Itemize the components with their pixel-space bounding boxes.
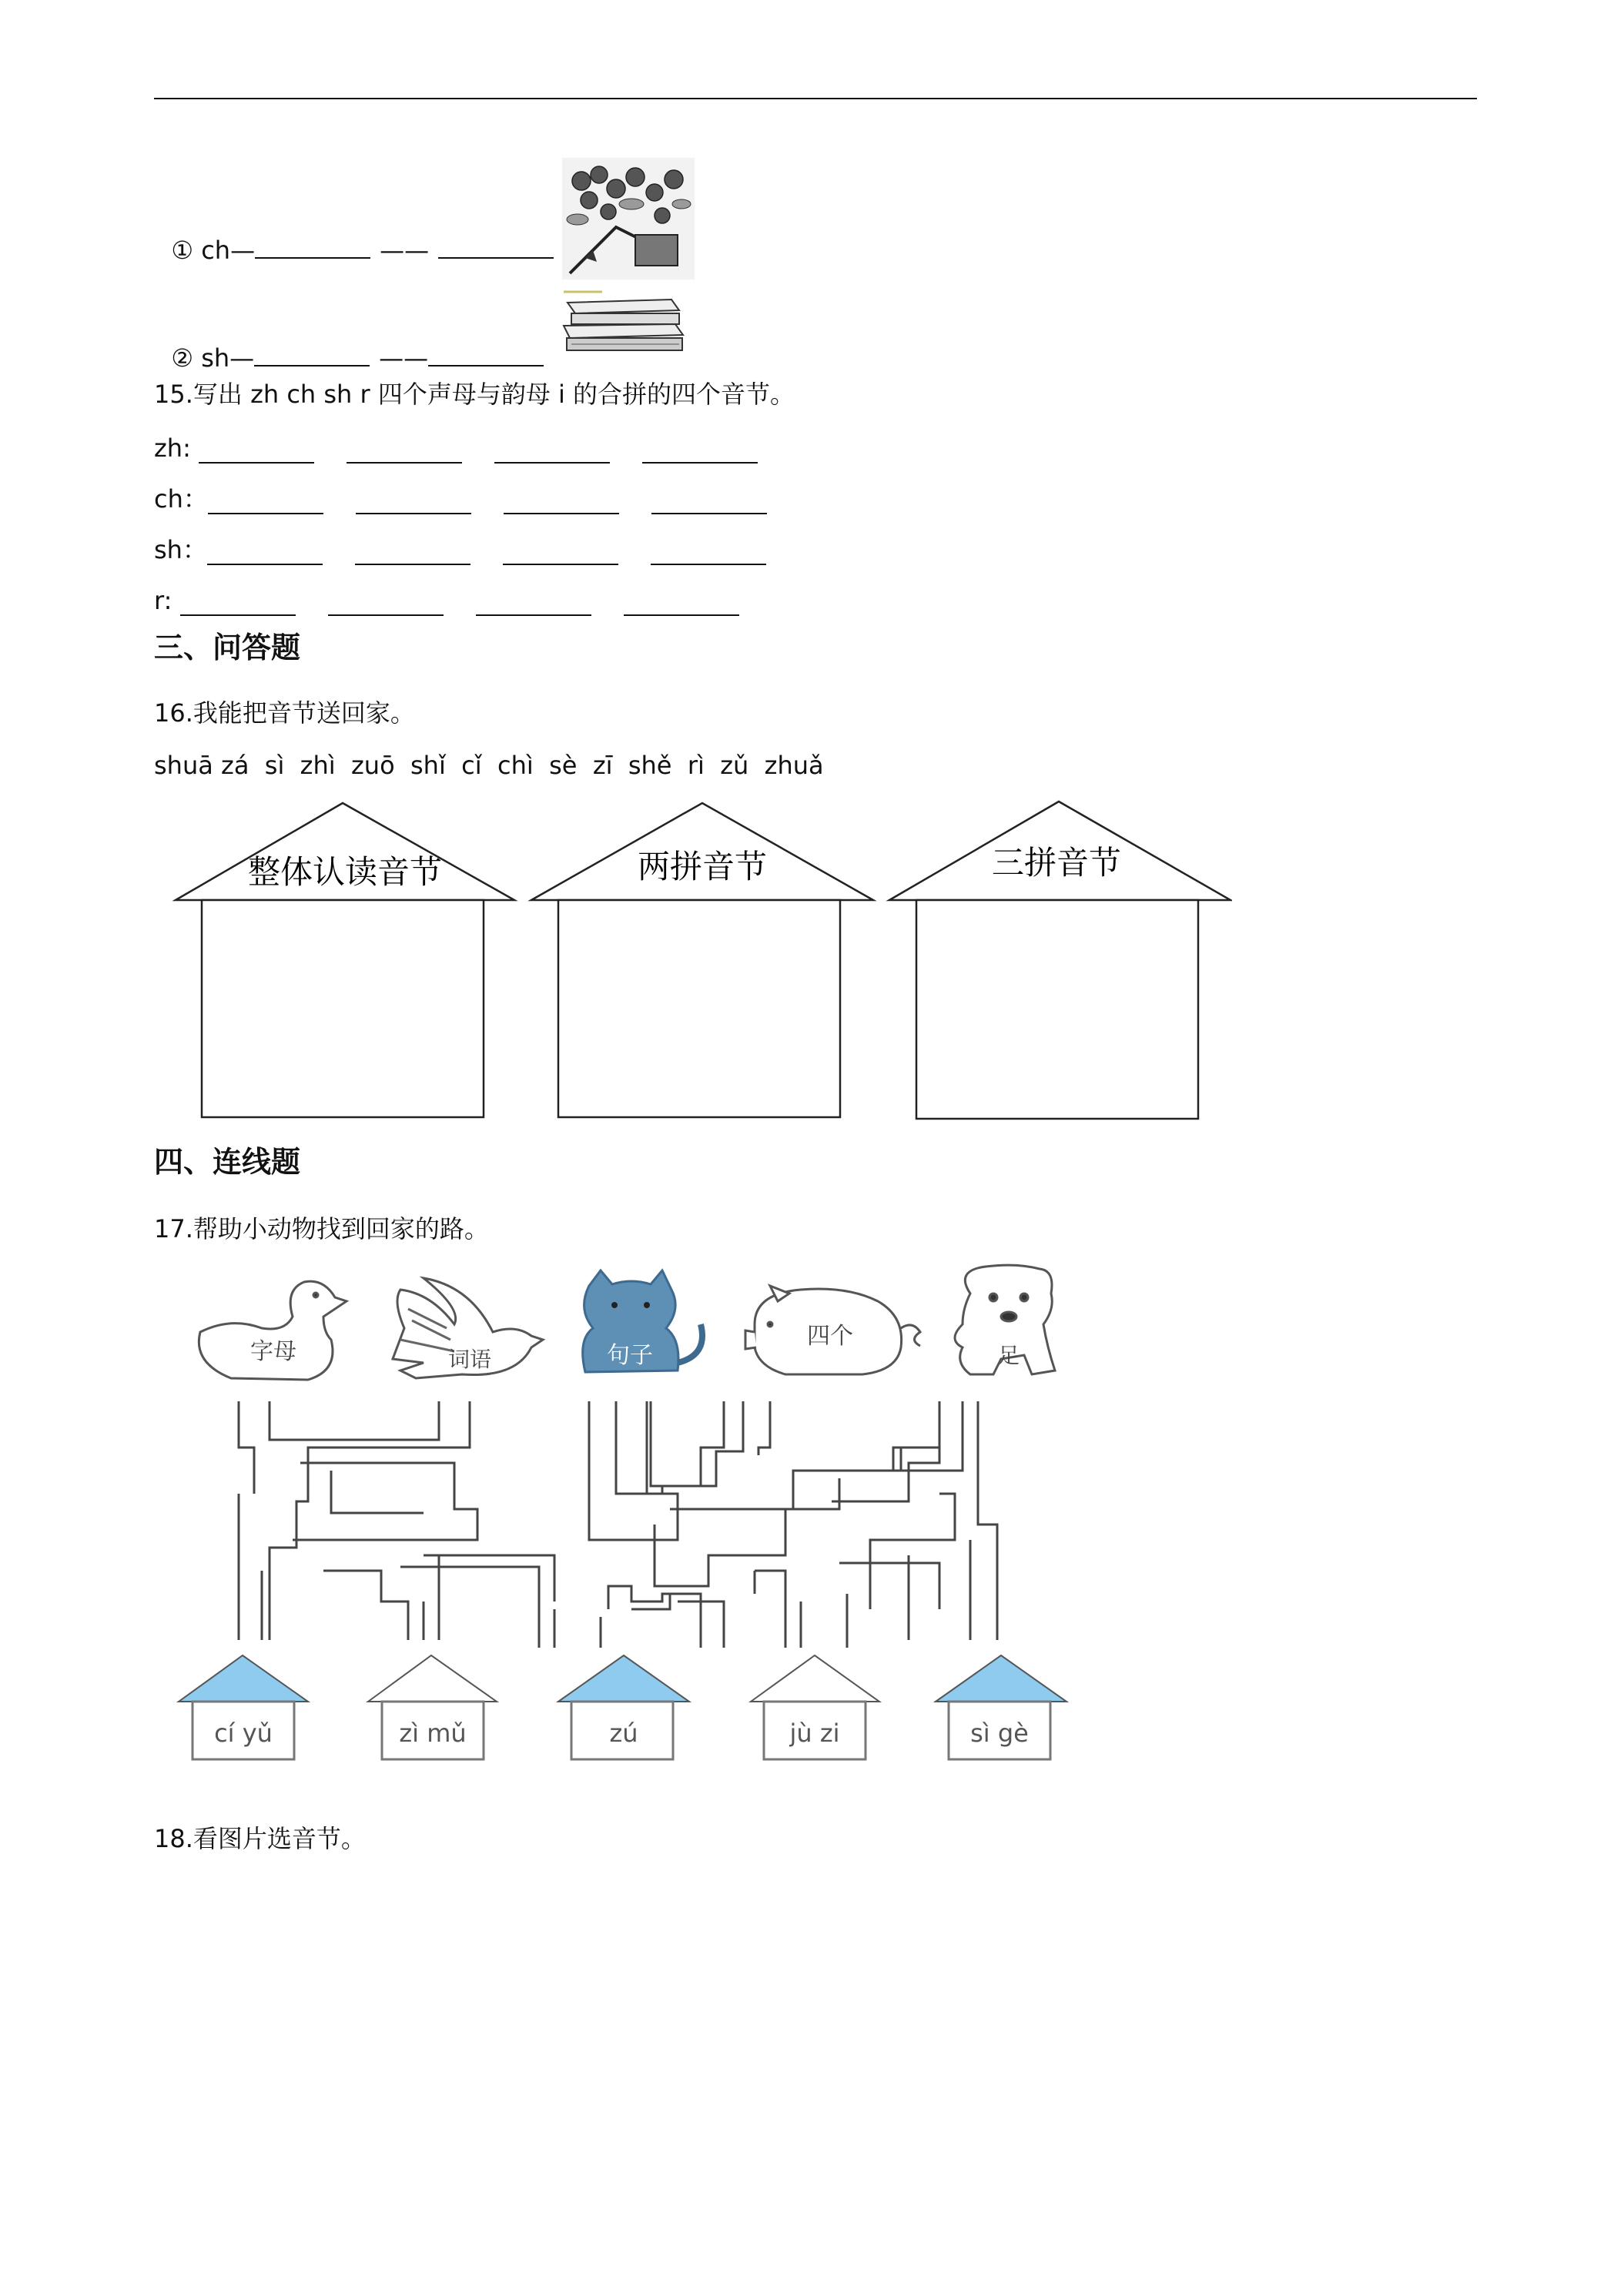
animal-label: 足 (997, 1343, 1020, 1368)
books-image (556, 289, 688, 360)
answer-blank[interactable] (651, 490, 767, 514)
animal-label: 词语 (447, 1347, 492, 1372)
section-heading-3: 三、问答题 (154, 631, 301, 664)
answer-blank[interactable] (503, 541, 618, 565)
section-heading-4: 四、连线题 (154, 1145, 301, 1179)
maze-house-4[interactable] (751, 1655, 879, 1759)
maze-house-5[interactable] (936, 1655, 1066, 1759)
house-2[interactable] (531, 803, 873, 1117)
q18-prompt: 18.看图片选音节。 (154, 1824, 366, 1853)
answer-blank[interactable] (504, 490, 619, 514)
animal-label: 四个 (807, 1323, 853, 1350)
animal-label: 字母 (250, 1338, 296, 1365)
dash: —— (380, 236, 430, 265)
answer-blank[interactable] (199, 439, 314, 464)
house-label: zú (609, 1719, 638, 1748)
syllable-houses (169, 797, 1232, 1132)
house-label: jù zi (789, 1719, 840, 1748)
q16-syllables: shuā zá sì zhì zuō shǐ cǐ chì sè zī shě rì zǔ zhuǎ (154, 751, 824, 780)
answer-blank[interactable] (651, 541, 766, 565)
animal-label: 句子 (607, 1342, 653, 1369)
answer-blank[interactable] (180, 591, 296, 616)
q14-item1-label: ① ch— (171, 236, 256, 265)
row-label: r: (154, 586, 180, 615)
duck-animal (199, 1281, 347, 1380)
row-label: zh: (154, 433, 199, 463)
header-rule (154, 98, 1477, 99)
q15-row-r (154, 585, 772, 616)
answer-blank[interactable] (328, 591, 444, 616)
answer-blank[interactable] (624, 591, 739, 616)
answer-blank[interactable] (208, 490, 323, 514)
q15-prompt: 15.写出 zh ch sh r 四个声母与韵母 i 的合拼的四个音节。 (154, 380, 795, 409)
cat-animal (583, 1270, 702, 1372)
house-label: zì mǔ (399, 1719, 467, 1748)
house-label: cí yǔ (214, 1719, 273, 1748)
maze-house-2[interactable] (368, 1655, 497, 1759)
row-label: sh： (154, 535, 207, 564)
answer-blank[interactable] (356, 490, 471, 514)
house-3[interactable] (889, 802, 1231, 1119)
pig-animal (745, 1286, 920, 1374)
cherries-image (562, 158, 695, 279)
answer-blank[interactable] (207, 541, 323, 565)
bird-animal (393, 1278, 543, 1378)
house-label: 两拼音节 (637, 848, 768, 885)
row-label: ch： (154, 484, 208, 514)
maze-house-3[interactable] (558, 1655, 689, 1759)
q15-row-sh (154, 534, 799, 565)
answer-blank[interactable] (254, 342, 370, 366)
answer-blank[interactable] (355, 541, 470, 565)
q14-item2-label: ② sh— (171, 343, 255, 373)
house-label: 整体认读音节 (247, 853, 443, 891)
answer-blank[interactable] (347, 439, 462, 464)
answer-blank[interactable] (476, 591, 591, 616)
animal-maze (169, 1263, 1124, 1802)
maze-house-1[interactable] (179, 1655, 308, 1759)
house-1[interactable] (176, 803, 514, 1117)
dash: —— (379, 343, 429, 373)
answer-blank[interactable] (255, 234, 370, 259)
q14-item-1 (156, 203, 554, 266)
q15-row-zh (154, 433, 790, 464)
house-label: sì gè (970, 1719, 1029, 1748)
answer-blank[interactable] (438, 234, 554, 259)
q15-row-ch (154, 484, 799, 514)
answer-blank[interactable] (642, 439, 758, 464)
house-label: 三拼音节 (991, 844, 1122, 882)
answer-blank[interactable] (428, 342, 544, 366)
q14-item-2 (156, 311, 544, 373)
q17-prompt: 17.帮助小动物找到回家的路。 (154, 1214, 489, 1243)
q16-prompt: 16.我能把音节送回家。 (154, 698, 415, 728)
dog-animal (955, 1265, 1055, 1374)
answer-blank[interactable] (494, 439, 610, 464)
maze-lines[interactable] (239, 1401, 997, 1648)
